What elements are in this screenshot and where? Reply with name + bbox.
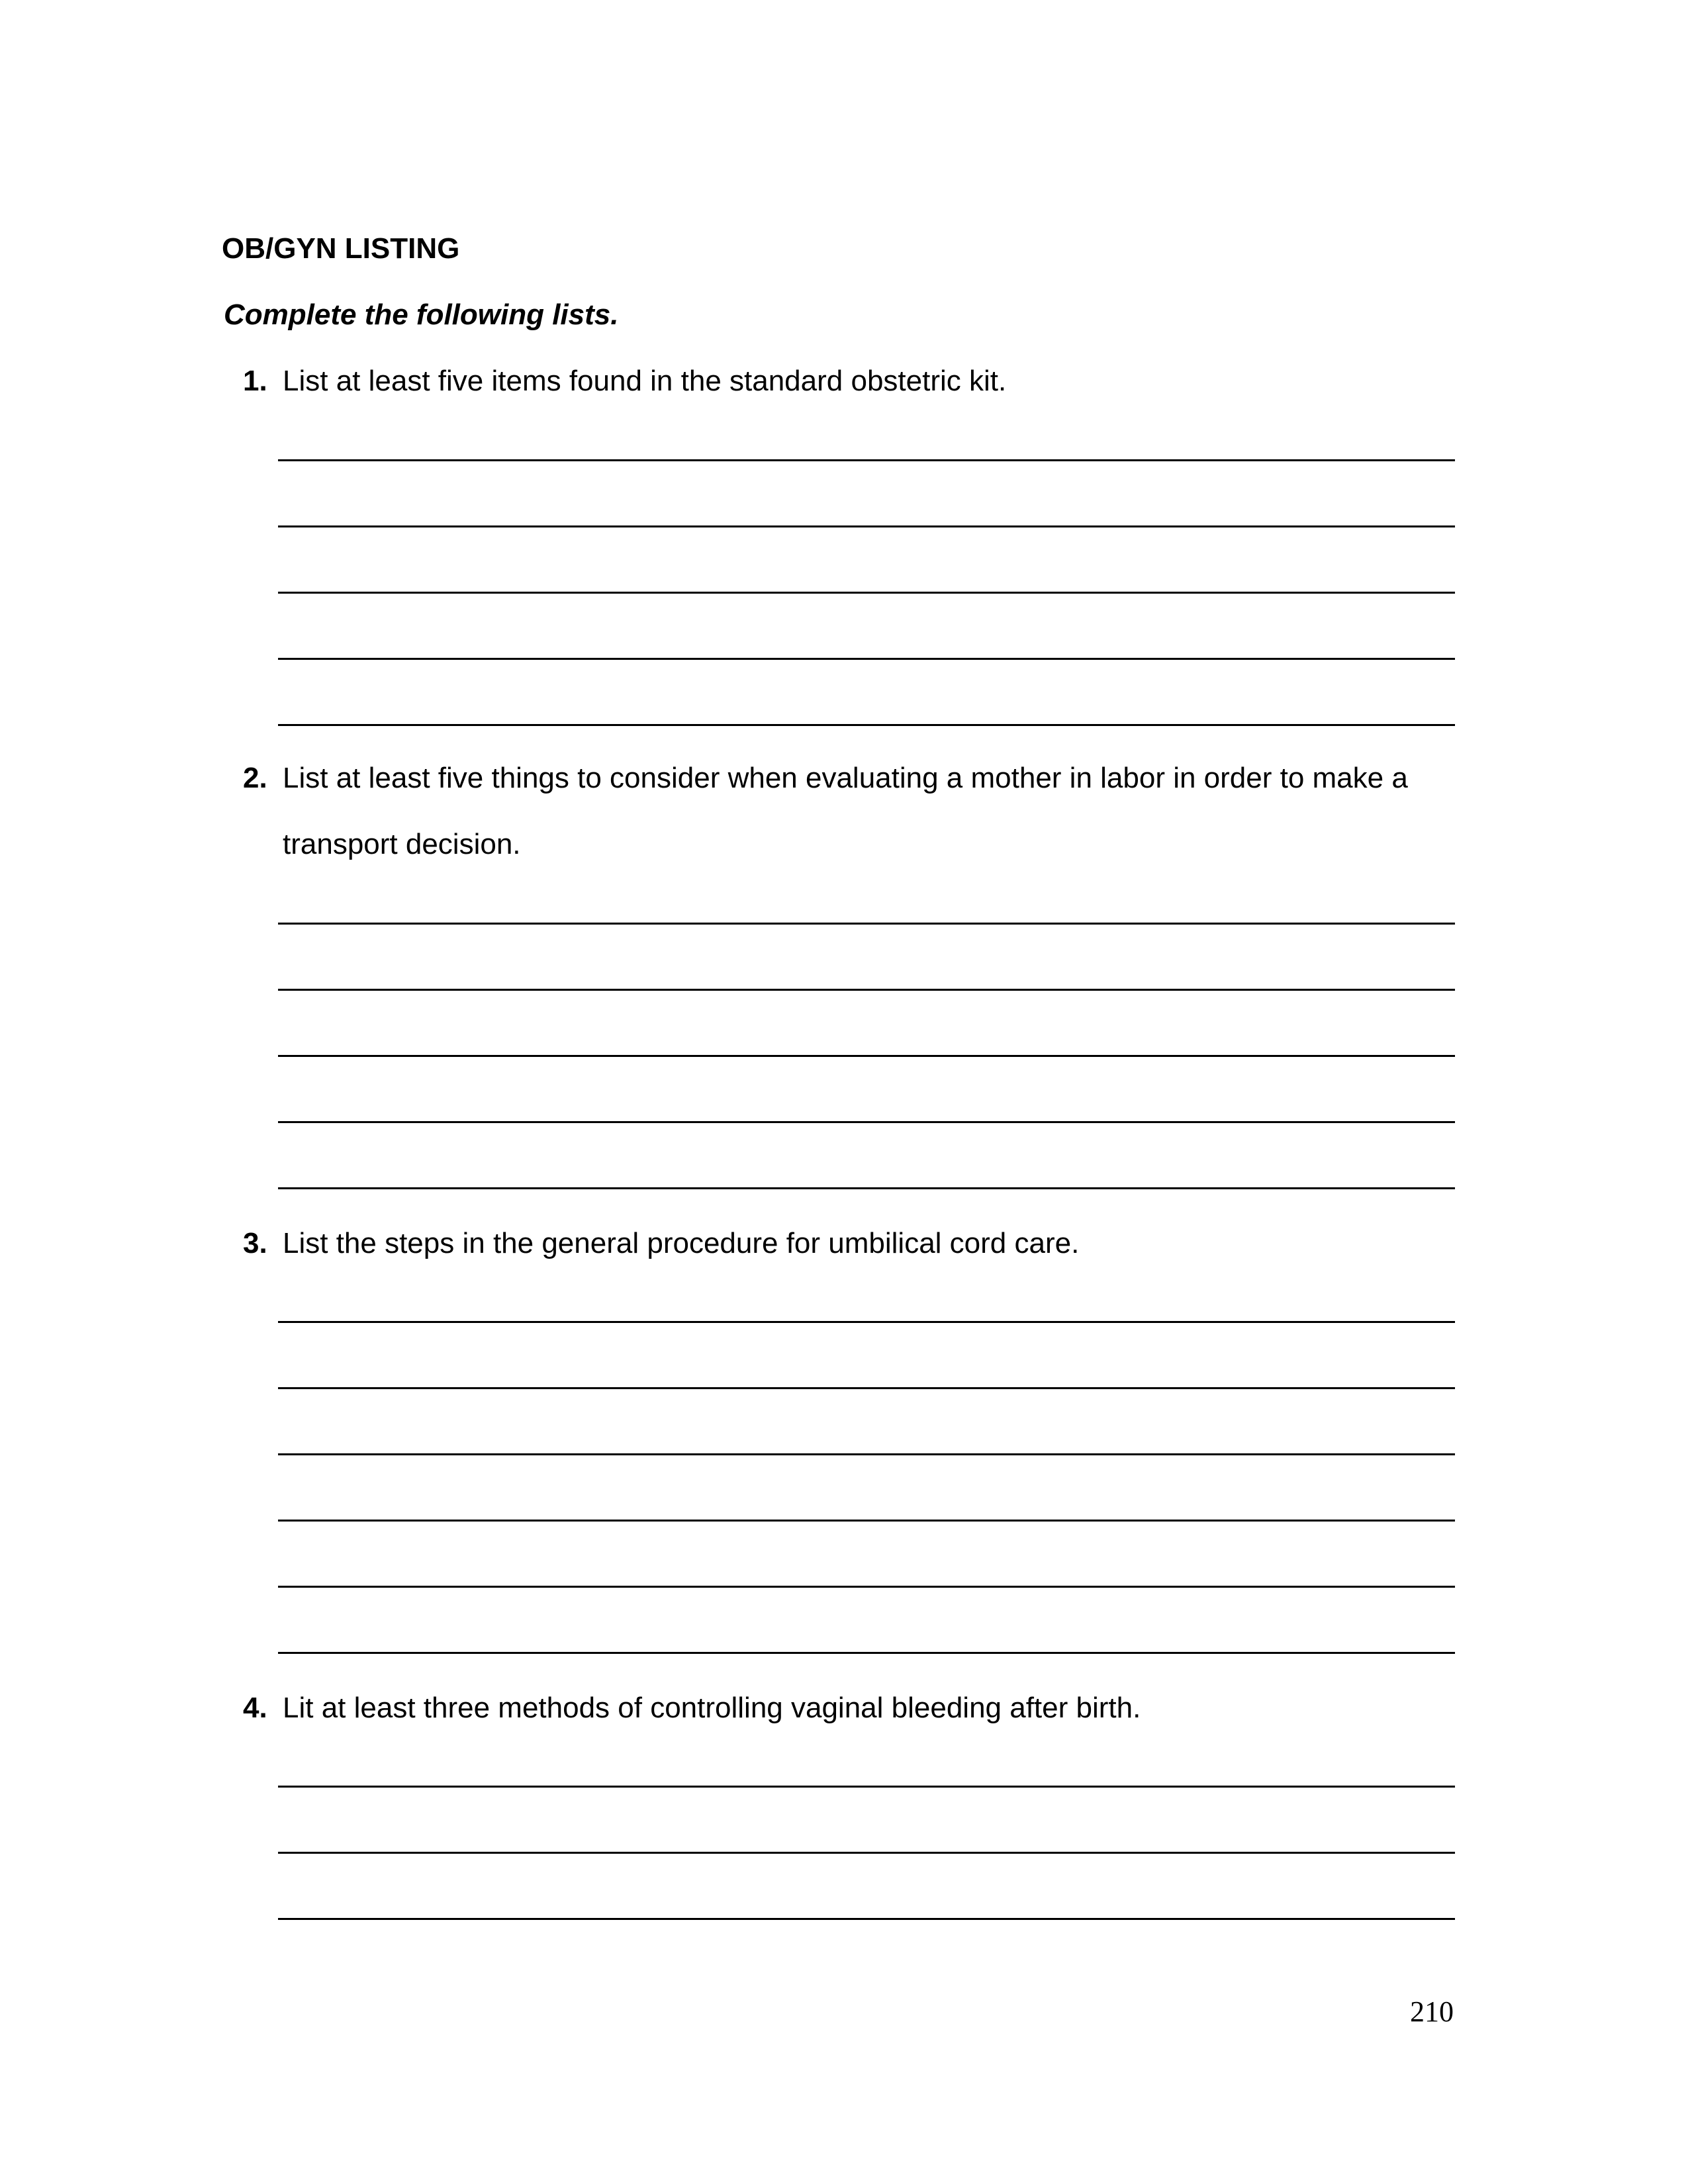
- question-text-continued: transport decision.: [283, 828, 521, 860]
- answer-line[interactable]: [278, 525, 1455, 527]
- question-text: Lit at least three methods of controlling vaginal bleeding after birth.: [283, 1692, 1141, 1724]
- answer-line[interactable]: [278, 1321, 1455, 1323]
- question-text: List the steps in the general procedure for umbilical cord care.: [283, 1227, 1080, 1259]
- question-number: 2.: [243, 762, 267, 794]
- answer-line[interactable]: [278, 1187, 1455, 1189]
- answer-line[interactable]: [278, 1852, 1455, 1854]
- page-title: OB/GYN LISTING: [222, 232, 460, 265]
- instructions: Complete the following lists.: [224, 298, 619, 331]
- answer-line[interactable]: [278, 1586, 1455, 1588]
- answer-line[interactable]: [278, 592, 1455, 594]
- answer-line[interactable]: [278, 989, 1455, 991]
- answer-line[interactable]: [278, 1520, 1455, 1522]
- question-text: List at least five items found in the standard obstetric kit.: [283, 365, 1007, 397]
- answer-line[interactable]: [278, 1453, 1455, 1455]
- answer-line[interactable]: [278, 1918, 1455, 1920]
- answer-line[interactable]: [278, 1121, 1455, 1123]
- answer-line[interactable]: [278, 459, 1455, 461]
- question-number: 3.: [243, 1227, 267, 1259]
- answer-line[interactable]: [278, 724, 1455, 726]
- question-number: 4.: [243, 1692, 267, 1724]
- answer-line[interactable]: [278, 1652, 1455, 1654]
- answer-line[interactable]: [278, 1387, 1455, 1389]
- question-text: List at least five things to consider when evaluating a mother in labor in order to make a: [283, 762, 1408, 794]
- question-2: [243, 761, 1454, 867]
- page-number: 210: [1410, 1995, 1454, 2028]
- question-number: 1.: [243, 365, 267, 397]
- answer-line[interactable]: [278, 1786, 1455, 1788]
- answer-line[interactable]: [278, 658, 1455, 660]
- answer-line[interactable]: [278, 923, 1455, 925]
- answer-line[interactable]: [278, 1055, 1455, 1057]
